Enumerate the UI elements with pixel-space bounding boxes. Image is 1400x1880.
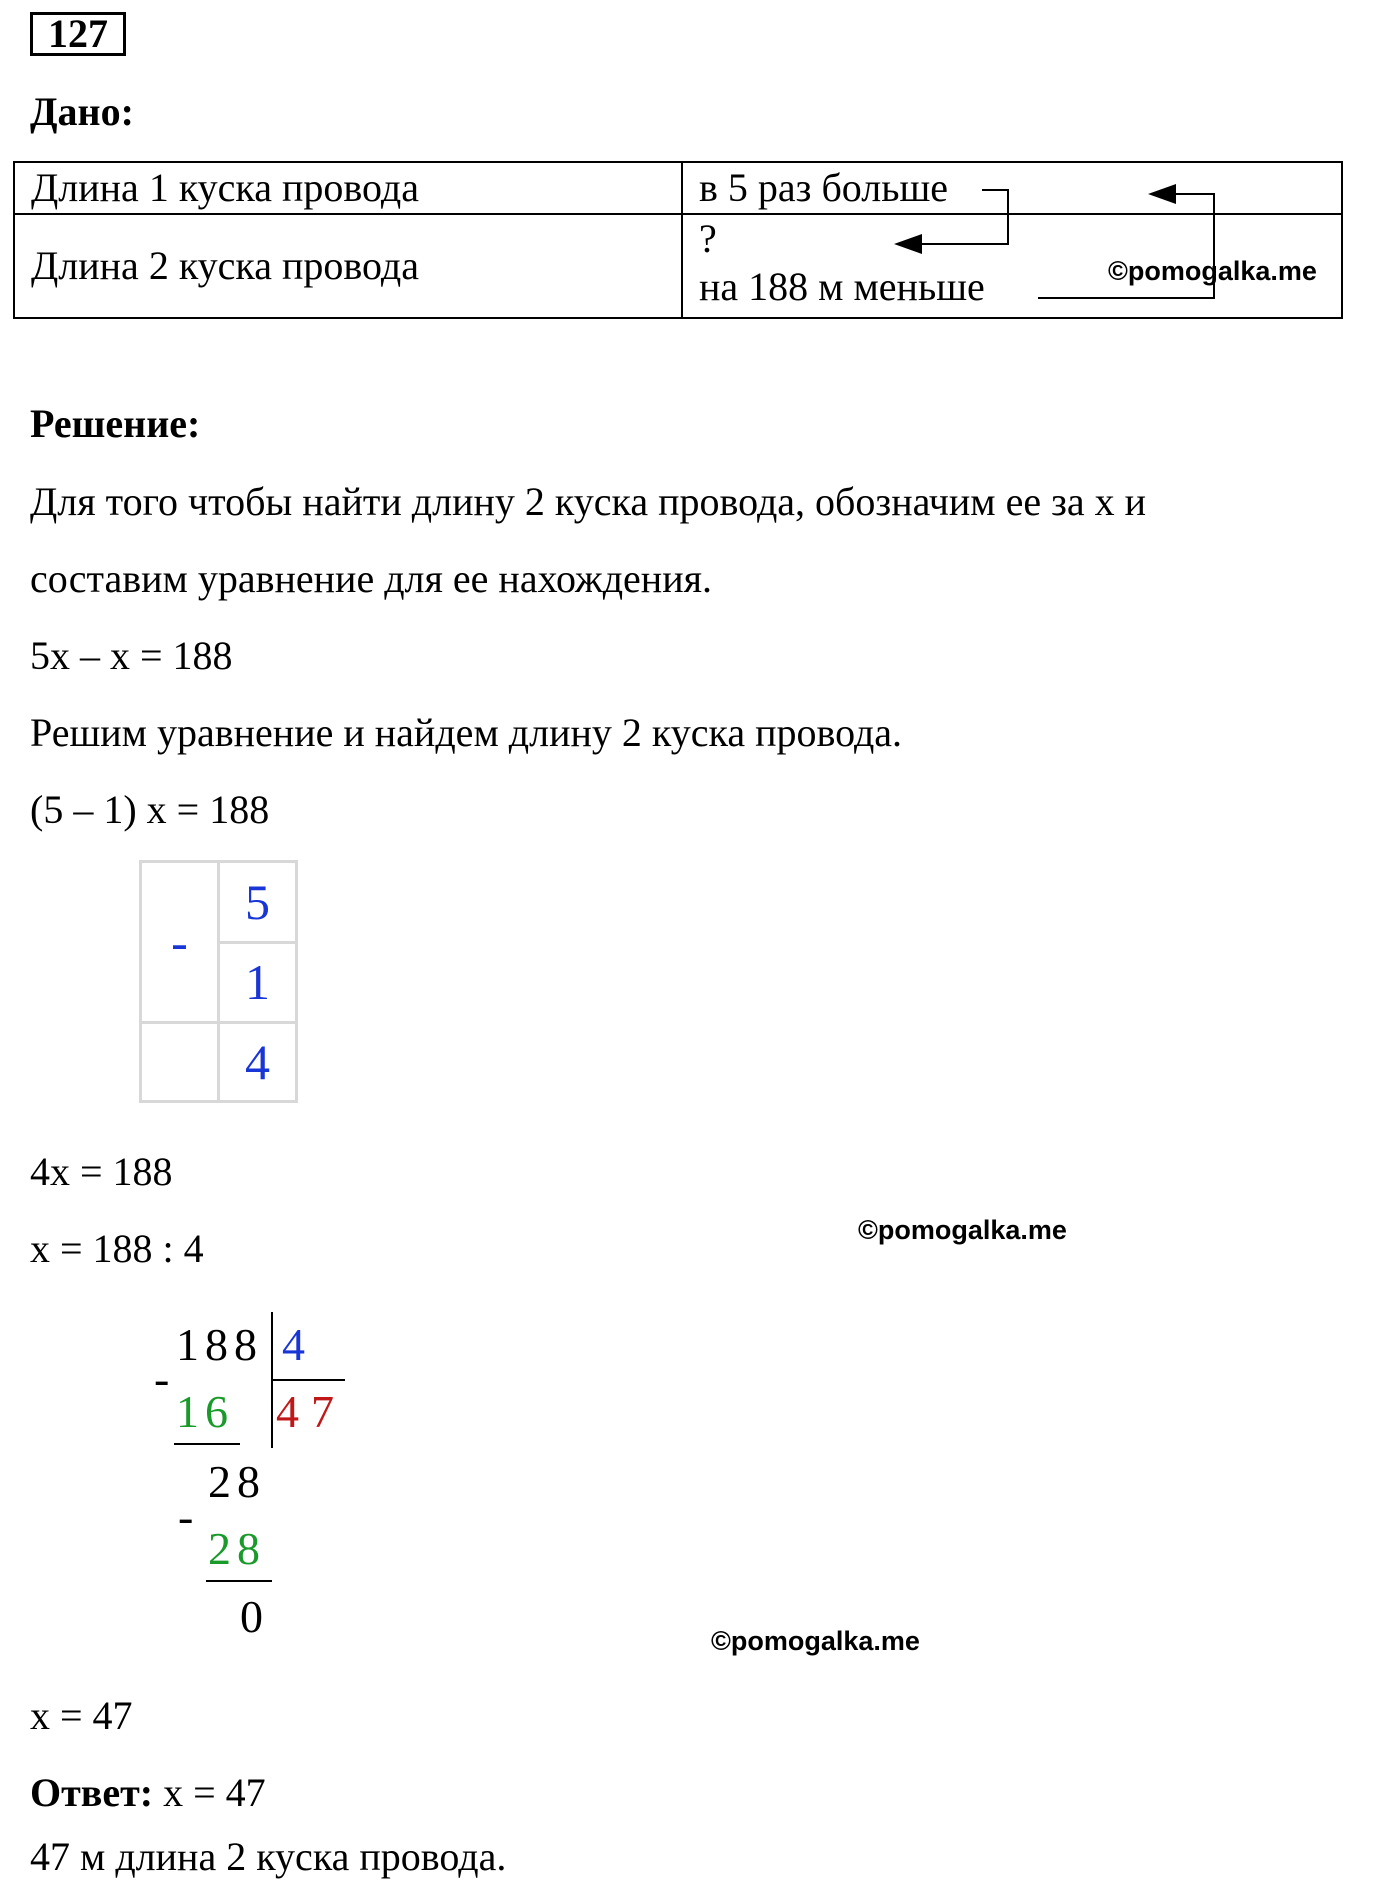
subtraction-sign: - (141, 862, 219, 1023)
subtraction-subtrahend: 1 (219, 942, 297, 1023)
division-line-1 (174, 1443, 240, 1445)
answer-line (30, 1769, 266, 1816)
answer-value: х = 47 (163, 1770, 266, 1815)
row2-question: ? (699, 216, 717, 261)
division-remainder: 0 (240, 1591, 263, 1642)
row1-label: Длина 1 куска провода (14, 162, 682, 214)
division-step1-sub: 16 (176, 1386, 234, 1437)
equation-1: 5х – х = 188 (30, 633, 233, 678)
division-line-2 (206, 1580, 272, 1582)
watermark-2: ©pomogalka.me (858, 1215, 1067, 1245)
row1-value: в 5 раз больше (682, 162, 1342, 214)
arrow-row1-to-row2 (898, 190, 1008, 244)
given-heading: Дано: (30, 89, 134, 134)
solution-result: х = 47 (30, 1693, 133, 1738)
division-divisor-line (271, 1379, 345, 1381)
column-subtraction (139, 860, 298, 1103)
division-minus-1: - (154, 1353, 170, 1404)
row2-label: Длина 2 куска провода (14, 214, 682, 318)
solution-line3: Решим уравнение и найдем длину 2 куска провода. (30, 710, 903, 755)
equation-3: 4х = 188 (30, 1149, 173, 1194)
relation-arrows (0, 0, 1400, 340)
answer-label: Ответ: (30, 1770, 154, 1815)
division-dividend: 188 (176, 1319, 263, 1370)
row2-value: на 188 м меньше (699, 264, 985, 309)
solution-heading: Решение: (30, 401, 201, 446)
division-minus-2: - (178, 1491, 194, 1542)
division-divisor: 4 (282, 1319, 305, 1370)
subtraction-empty (141, 1023, 219, 1102)
division-step1-rem: 28 (208, 1456, 266, 1507)
solution-line2: составим уравнение для ее нахождения. (30, 556, 713, 601)
problem-number: 127 (30, 12, 126, 56)
subtraction-minuend: 5 (219, 862, 297, 943)
equation-4: х = 188 : 4 (30, 1226, 204, 1271)
answer-text: 47 м длина 2 куска провода. (30, 1834, 507, 1879)
equation-2: (5 – 1) х = 188 (30, 787, 270, 832)
solution-line1: Для того чтобы найти длину 2 куска провода, обозначим ее за х и (30, 479, 1147, 524)
subtraction-result: 4 (219, 1023, 297, 1102)
watermark-3: ©pomogalka.me (711, 1626, 920, 1656)
division-quotient: 47 (276, 1386, 346, 1437)
division-step2-sub: 28 (208, 1523, 266, 1574)
watermark-1: ©pomogalka.me (1108, 256, 1317, 286)
